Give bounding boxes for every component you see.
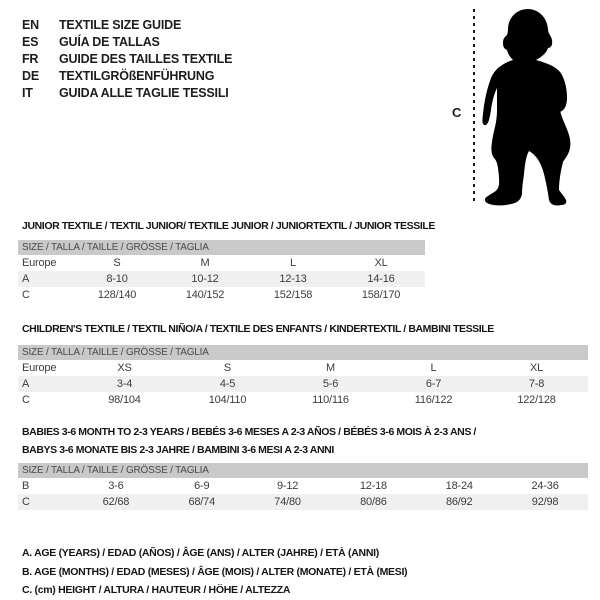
size-cell: 98/104 (108, 394, 141, 406)
table-row-a (18, 271, 425, 287)
row-label: A (22, 273, 30, 285)
lang-row-es (22, 34, 232, 51)
children-section-title: CHILDREN'S TEXTILE / TEXTIL NIÑO/A / TEXTILE DES ENFANTS / KINDERTEXTIL / BAMBINI TESSILE (22, 323, 494, 335)
size-cell: 92/98 (531, 496, 559, 508)
size-cell: 68/74 (188, 496, 215, 508)
footnote-c: C. (cm) HEIGHT / ALTURA / HAUTEUR / HÖHE / ALTEZZA (22, 584, 291, 596)
footnote-b: B. AGE (MONTHS) / EDAD (MESES) / ÂGE (MOIS) / ALTER (MONATE) / ETÀ (MESI) (22, 565, 408, 578)
lang-row-fr (22, 51, 232, 68)
lang-row-it (22, 85, 232, 102)
column-header: XS (117, 362, 132, 374)
row-label: C (22, 289, 30, 301)
size-cell: 74/80 (274, 496, 301, 508)
children-size-header-bar: SIZE / TALLA / TAILLE / GRÖSSE / TAGLIA (18, 345, 588, 360)
column-header: Europe (22, 257, 57, 269)
column-header: Europe (22, 362, 57, 374)
size-cell: 80/86 (360, 496, 387, 508)
size-cell: 14-16 (367, 273, 395, 285)
footnote-a: A. AGE (YEARS) / EDAD (AÑOS) / ÂGE (ANS) / ALTER (JAHRE) / ETÀ (ANNI) (22, 547, 379, 559)
column-header: S (113, 257, 121, 269)
language-title-list (22, 17, 232, 102)
babies-section-title (22, 423, 476, 459)
size-cell: 9-12 (276, 480, 299, 492)
footnotes (22, 544, 407, 600)
lang-label: GUÍA DE TALLAS (59, 35, 160, 49)
size-cell: 6-7 (425, 378, 442, 390)
size-cell: 62/68 (102, 496, 130, 508)
table-row-c (18, 494, 588, 510)
size-cell: 3-4 (116, 378, 133, 390)
size-cell: 10-12 (191, 273, 219, 285)
column-header: XL (374, 257, 388, 269)
size-cell: 104/110 (208, 394, 247, 406)
junior-size-header-bar: SIZE / TALLA / TAILLE / GRÖSSE / TAGLIA (18, 240, 425, 255)
size-cell: 122/128 (517, 394, 556, 406)
table-row-c (18, 392, 588, 408)
babies-title-line-2: BABYS 3-6 MONATE BIS 2-3 JAHRE / BAMBINI 3-6 MESI A 2-3 ANNI (22, 444, 334, 456)
size-cell: 6-9 (194, 480, 210, 492)
row-label: B (22, 480, 30, 492)
size-cell: 110/116 (312, 394, 349, 406)
column-header: XL (529, 362, 544, 374)
lang-row-de (22, 68, 232, 85)
lang-code: ES (22, 35, 39, 49)
size-cell: 18-24 (445, 480, 473, 492)
measure-label-c: C (452, 105, 462, 120)
size-cell: 7-8 (528, 378, 545, 390)
lang-code: DE (22, 69, 39, 83)
size-cell: 158/170 (361, 289, 401, 301)
row-label: C (22, 394, 30, 406)
table-header-row (18, 255, 425, 271)
column-header: L (430, 362, 437, 374)
lang-code: IT (22, 86, 33, 100)
babies-size-table (18, 478, 588, 510)
junior-size-table (18, 255, 425, 303)
size-cell: 116/122 (414, 394, 453, 406)
lang-label: TEXTILE SIZE GUIDE (59, 18, 182, 32)
column-header: S (223, 362, 232, 374)
height-measure-dashed-line (473, 9, 475, 205)
size-cell: 4-5 (219, 378, 236, 390)
row-label: A (22, 378, 30, 390)
size-cell: 24-36 (531, 480, 559, 492)
size-cell: 12-18 (359, 480, 387, 492)
size-cell: 5-6 (322, 378, 339, 390)
lang-label: GUIDE DES TAILLES TEXTILE (59, 52, 233, 66)
table-header-row (18, 360, 588, 376)
table-row-a (18, 376, 588, 392)
table-row-b (18, 478, 588, 494)
babies-size-header-bar: SIZE / TALLA / TAILLE / GRÖSSE / TAGLIA (18, 463, 588, 478)
lang-row-en (22, 17, 232, 34)
toddler-silhouette (481, 4, 575, 210)
size-cell: 86/92 (445, 496, 473, 508)
lang-label: GUIDA ALLE TAGLIE TESSILI (59, 86, 229, 100)
table-row-c (18, 287, 425, 303)
size-cell: 140/152 (185, 289, 225, 301)
column-header: M (200, 257, 210, 269)
column-header: M (326, 362, 335, 374)
babies-title-line-1: BABIES 3-6 MONTH TO 2-3 YEARS / BEBÉS 3-6 MESES A 2-3 AÑOS / BÉBÉS 3-6 MOIS À 2-3 ANS / (22, 426, 476, 438)
row-label: C (22, 496, 30, 508)
size-cell: 128/140 (97, 289, 137, 301)
lang-code: EN (22, 18, 39, 32)
size-cell: 3-6 (108, 480, 124, 492)
junior-section-title: JUNIOR TEXTILE / TEXTIL JUNIOR/ TEXTILE JUNIOR / JUNIORTEXTIL / JUNIOR TESSILE (22, 220, 435, 232)
lang-label: TEXTILGRÖßENFÜHRUNG (59, 69, 215, 83)
size-cell: 12-13 (279, 273, 307, 285)
size-cell: 152/158 (273, 289, 313, 301)
lang-code: FR (22, 52, 39, 66)
size-cell: 8-10 (106, 273, 128, 285)
column-header: L (290, 257, 296, 269)
children-size-table (18, 360, 588, 408)
